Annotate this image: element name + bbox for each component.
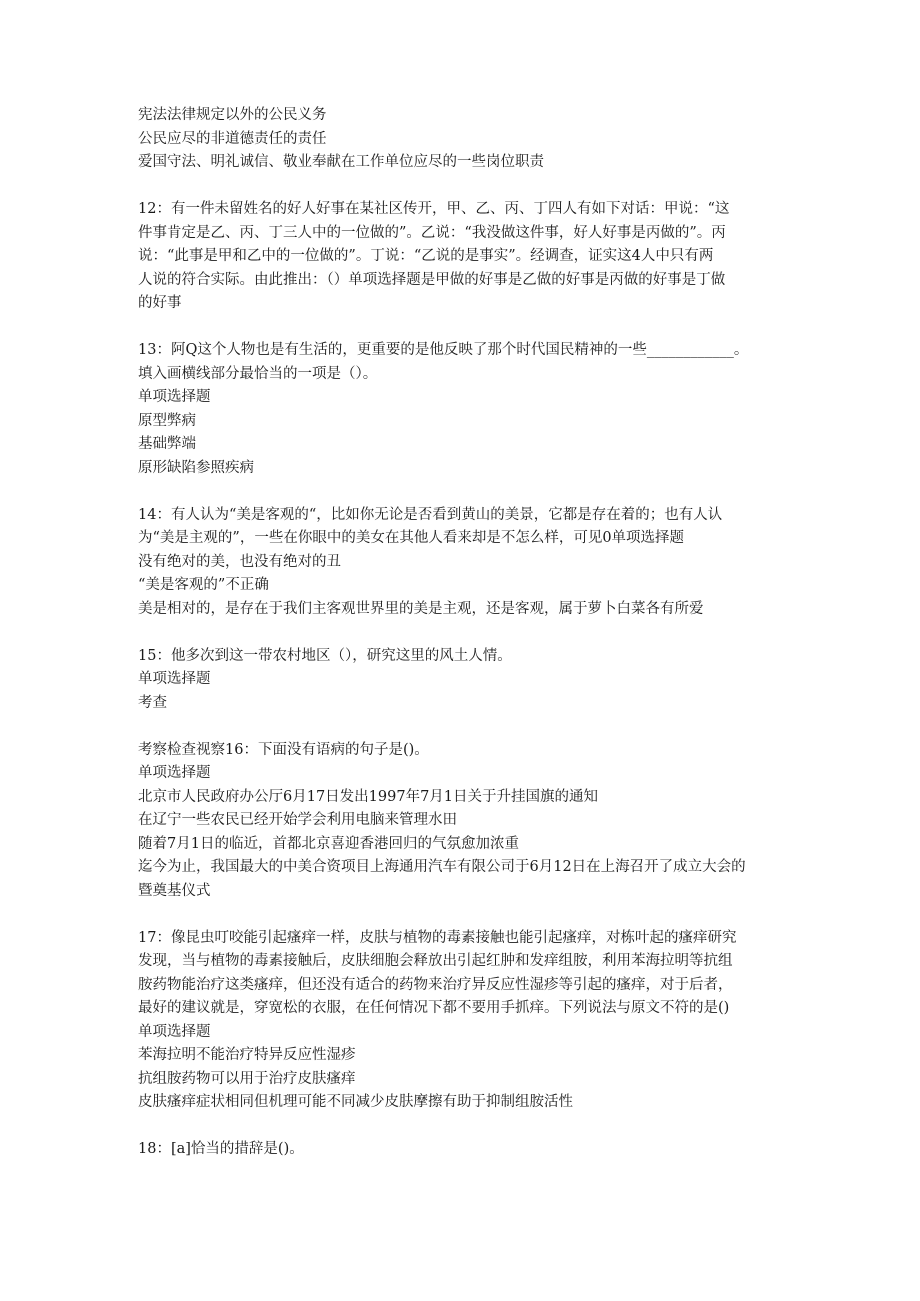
question-text-line: 人说的符合实际。由此推出：（）单项选择题是甲做的好事是乙做的好事是丙做的好事是丁做: [138, 271, 726, 288]
answer-options-block: [138, 104, 788, 175]
question-text-line: 的好事: [138, 295, 182, 311]
option-line: 没有绝对的美，也没有绝对的丑: [138, 553, 341, 570]
question-text-line: 为“美是主观的”，一些在你眼中的美女在其他人看来却是不怎么样，可见0单项选择题: [138, 530, 685, 546]
question-text-line: 15：他多次到这一带农村地区（），研究这里的风土人情。: [138, 647, 512, 664]
question-17: [138, 927, 788, 1115]
question-text-line: 胺药物能治疗这类瘙痒，但还没有适合的药物来治疗异反应性湿疹等引起的瘙痒，对于后者，: [138, 976, 733, 993]
paragraph-gap: [138, 316, 788, 340]
question-14: [138, 504, 788, 622]
option-line: 爱国守法、明礼诚信、敬业奉献在工作单位应尽的一些岗位职责: [138, 154, 544, 170]
option-line: 皮肤瘙痒症状相同但机理可能不同减少皮肤摩擦有助于抑制组胺活性: [138, 1094, 573, 1110]
option-line: 考查: [138, 694, 167, 711]
question-text-line: 件事肯定是乙、丙、丁三人中的一位做的”。乙说：“我没做这件事，好人好事是丙做的”。丙: [138, 224, 726, 241]
question-text-line: 说：“此事是甲和乙中的一位做的”。丁说：“乙说的是事实”。经调查，证实这4人中只有两: [138, 248, 714, 264]
question-text-line: 18：[a]恰当的措辞是()。: [138, 1141, 304, 1157]
question-type-label: 单项选择题: [138, 1023, 211, 1040]
option-line: 公民应尽的非道德责任的责任: [138, 130, 327, 147]
paragraph-gap: [138, 480, 788, 504]
paragraph-gap: [138, 715, 788, 739]
option-line: 原形缺陷参照疾病: [138, 459, 254, 476]
paragraph-gap: [138, 1115, 788, 1139]
question-type-label: 单项选择题: [138, 765, 211, 781]
question-text-line: 发现，当与植物的毒素接触后，皮肤细胞会释放出引起红肿和发痒组胺，利用苯海拉明等抗组: [138, 953, 733, 969]
question-type-label: 单项选择题: [138, 389, 211, 405]
option-line: “美是客观的”不正确: [138, 577, 269, 593]
option-line: 暨奠基仪式: [138, 882, 211, 899]
option-line: 基础弊端: [138, 436, 196, 452]
question-text-line: 17：像昆虫叮咬能引起瘙痒一样，皮肤与植物的毒素接触也能引起瘙痒，对栋叶起的瘙痒研究: [138, 929, 737, 946]
document-page: [138, 104, 788, 1162]
question-type-label: 单项选择题: [138, 671, 211, 687]
paragraph-gap: [138, 903, 788, 927]
question-text-line: 12：有一件未留姓名的好人好事在某社区传开，甲、乙、丙、丁四人有如下对话：甲说：“这: [138, 201, 730, 217]
question-text-line: 填入画横线部分最恰当的一项是（）。: [138, 365, 378, 382]
question-text-line: 14：有人认为“美是客观的“，比如你无论是否看到黄山的美景，它都是存在着的；也有人认: [138, 506, 723, 523]
question-18: [138, 1138, 788, 1162]
paragraph-gap: [138, 621, 788, 645]
question-text-line: 13：阿Q这个人物也是有生活的，更重要的是他反映了那个时代国民精神的一些____________。: [138, 342, 749, 358]
option-line: 抗组胺药物可以用于治疗皮肤瘙痒: [138, 1070, 356, 1087]
question-text-line: 最好的建议就是，穿宽松的衣服，在任何情况下都不要用手抓痒。下列说法与原文不符的是(): [138, 1000, 730, 1016]
option-line: 美是相对的，是存在于我们主客观世界里的美是主观，还是客观，属于萝卜白菜各有所爱: [138, 600, 704, 617]
paragraph-gap: [138, 175, 788, 199]
option-line: 在辽宁一些农民已经开始学会利用电脑来管理水田: [138, 812, 457, 828]
question-13: [138, 339, 788, 480]
question-15: [138, 645, 788, 716]
option-line: 宪法法律规定以外的公民义务: [138, 107, 327, 123]
question-12: [138, 198, 788, 316]
option-line: 随着7月1日的临近，首都北京喜迎香港回归的气氛愈加浓重: [138, 835, 519, 852]
option-line: 苯海拉明不能治疗特异反应性湿疹: [138, 1047, 356, 1063]
question-16: [138, 739, 788, 904]
question-text-line: 考察检查视察16：下面没有语病的句子是()。: [138, 741, 429, 758]
option-line: 北京市人民政府办公厅6月17日发出1997年7月1日关于升挂国旗的通知: [138, 788, 599, 805]
option-line: 原型弊病: [138, 412, 196, 429]
option-line: 迄今为止，我国最大的中美合资项目上海通用汽车有限公司于6月12日在上海召开了成立大会的: [138, 859, 746, 875]
